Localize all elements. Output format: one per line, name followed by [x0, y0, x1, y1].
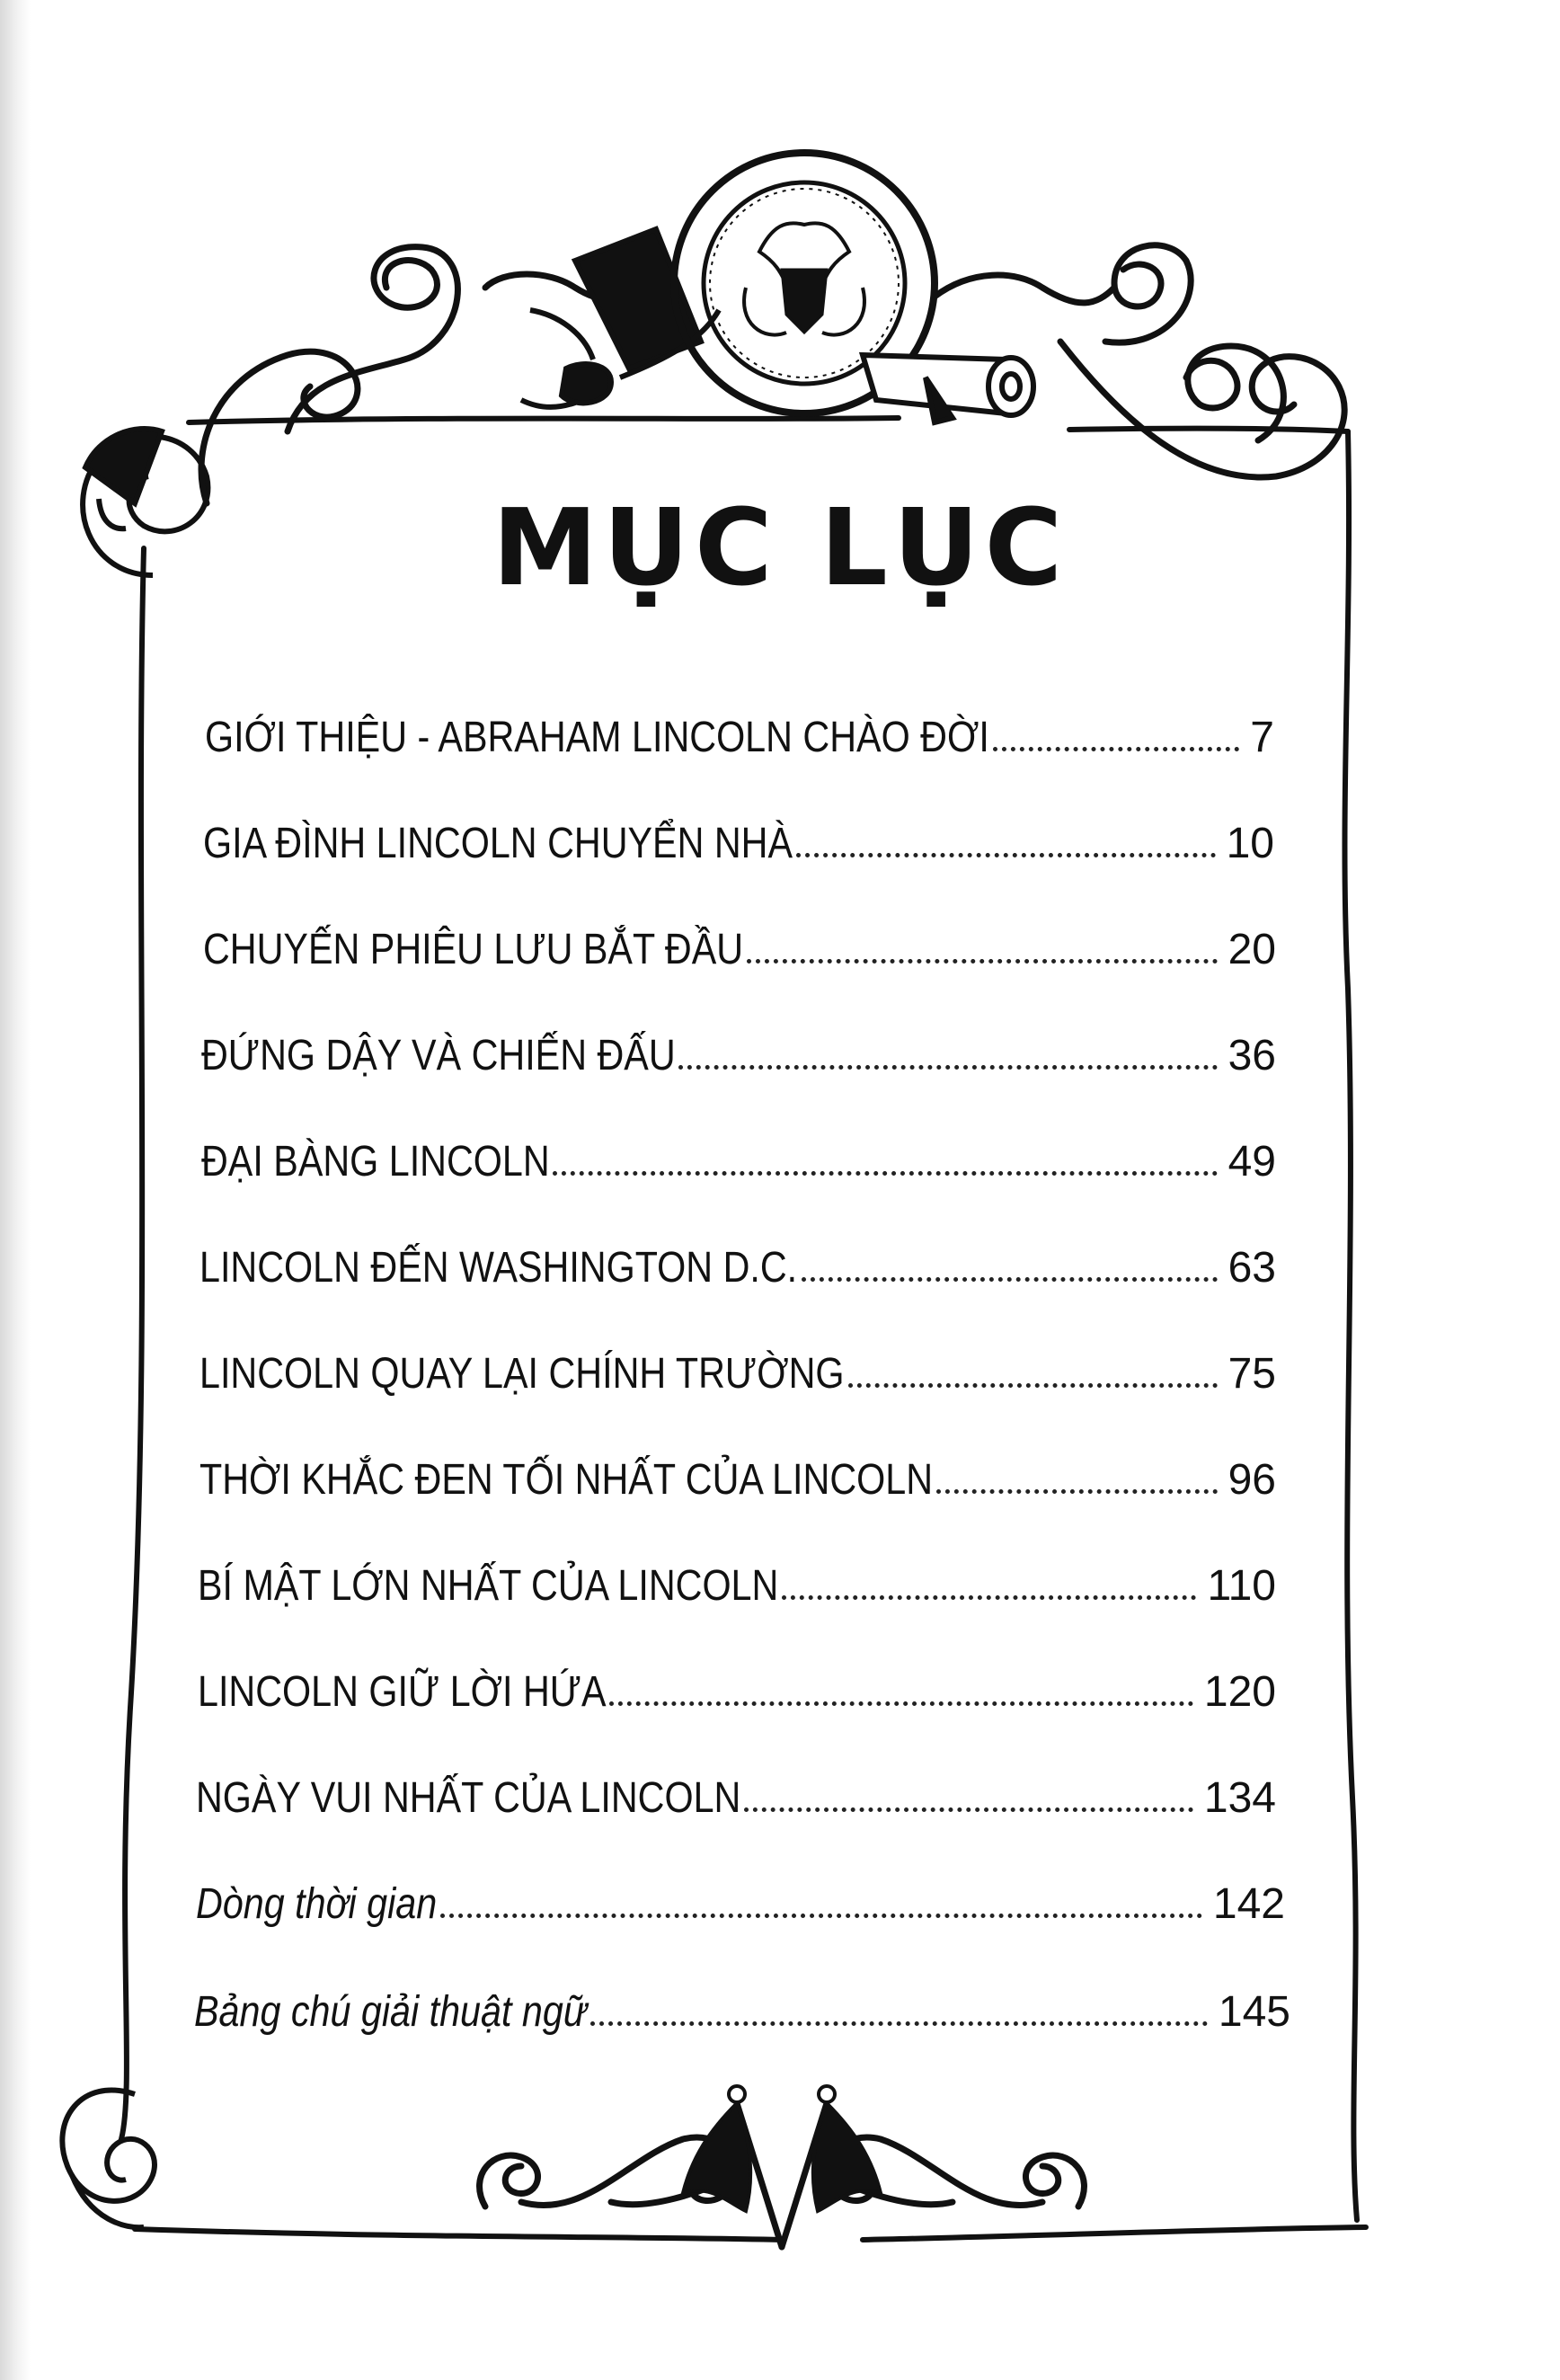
- toc-entry[interactable]: [196, 1854, 1285, 1926]
- toc-entry-page: 7: [1250, 714, 1274, 761]
- toc-entry-title: Bảng chú giải thuật ngữ: [194, 1988, 587, 2036]
- toc-entry-page: 96: [1228, 1456, 1276, 1504]
- toc-dot-leader: [782, 1595, 1197, 1600]
- toc-dot-leader: [678, 1065, 1217, 1070]
- toc-dot-leader: [609, 1701, 1193, 1706]
- toc-dot-leader: [440, 1914, 1202, 1918]
- toc-entry-page: 10: [1226, 820, 1274, 867]
- toc-entry[interactable]: [199, 1218, 1276, 1290]
- toc-dot-leader: [848, 1383, 1218, 1388]
- toc-entry[interactable]: [199, 1430, 1276, 1502]
- toc-dot-leader: [796, 853, 1216, 857]
- toc-dot-leader: [747, 959, 1218, 964]
- toc-entry-page: 49: [1228, 1138, 1276, 1186]
- toc-entry[interactable]: [199, 1324, 1276, 1396]
- toc-entry-title: LINCOLN ĐẾN WASHINGTON D.C.: [199, 1244, 798, 1292]
- toc-entry-title: BÍ MẬT LỚN NHẤT CỦA LINCOLN: [198, 1562, 779, 1610]
- toc-dot-leader: [802, 1277, 1218, 1282]
- toc-entry[interactable]: [194, 1962, 1290, 2034]
- toc-entry-page: 145: [1218, 1988, 1290, 2036]
- toc-entry[interactable]: [198, 1642, 1276, 1714]
- toc-entry-page: 142: [1212, 1880, 1285, 1928]
- toc-entry-title: CHUYẾN PHIÊU LƯU BẮT ĐẦU: [203, 926, 744, 973]
- toc-entry-title: ĐẠI BÀNG LINCOLN: [201, 1138, 550, 1186]
- toc-entry[interactable]: [201, 1112, 1276, 1184]
- toc-dot-leader: [993, 747, 1240, 751]
- toc-entry-title: GIỚI THIỆU - ABRAHAM LINCOLN CHÀO ĐỜI: [205, 714, 989, 761]
- toc-entry[interactable]: [198, 1536, 1276, 1608]
- toc-dot-leader: [936, 1489, 1218, 1494]
- toc-entry-title: LINCOLN GIỮ LỜI HỨA: [198, 1668, 607, 1716]
- toc-entry-page: 63: [1228, 1244, 1276, 1292]
- toc-dot-leader: [744, 1807, 1192, 1812]
- toc-entry-title: ĐỨNG DẬY VÀ CHIẾN ĐẤU: [201, 1032, 676, 1079]
- toc-entry[interactable]: [196, 1748, 1276, 1820]
- toc-entry-page: 20: [1228, 926, 1276, 973]
- toc-entry-title: THỜI KHẮC ĐEN TỐI NHẤT CỦA LINCOLN: [199, 1456, 934, 1504]
- toc-entry-page: 134: [1203, 1774, 1276, 1822]
- toc-entry-title: GIA ĐÌNH LINCOLN CHUYỂN NHÀ: [203, 820, 793, 867]
- toc-entry-title: LINCOLN QUAY LẠI CHÍNH TRƯỜNG: [199, 1350, 845, 1398]
- toc-entry-title: Dòng thời gian: [196, 1880, 438, 1928]
- toc-entry[interactable]: [203, 900, 1276, 972]
- toc-entry[interactable]: [203, 794, 1274, 866]
- page-title: MỤC LỤC: [492, 485, 1068, 609]
- toc-entry-page: 110: [1207, 1562, 1276, 1610]
- toc-entry[interactable]: [201, 1006, 1276, 1078]
- toc-dot-leader: [590, 2021, 1208, 2026]
- toc-entry-page: 120: [1203, 1668, 1276, 1716]
- toc-entry[interactable]: [205, 688, 1274, 759]
- toc-entry-title: NGÀY VUI NHẤT CỦA LINCOLN: [196, 1774, 741, 1822]
- toc-entry-page: 36: [1228, 1032, 1276, 1079]
- toc-entry-page: 75: [1228, 1350, 1276, 1398]
- toc-dot-leader: [553, 1171, 1217, 1176]
